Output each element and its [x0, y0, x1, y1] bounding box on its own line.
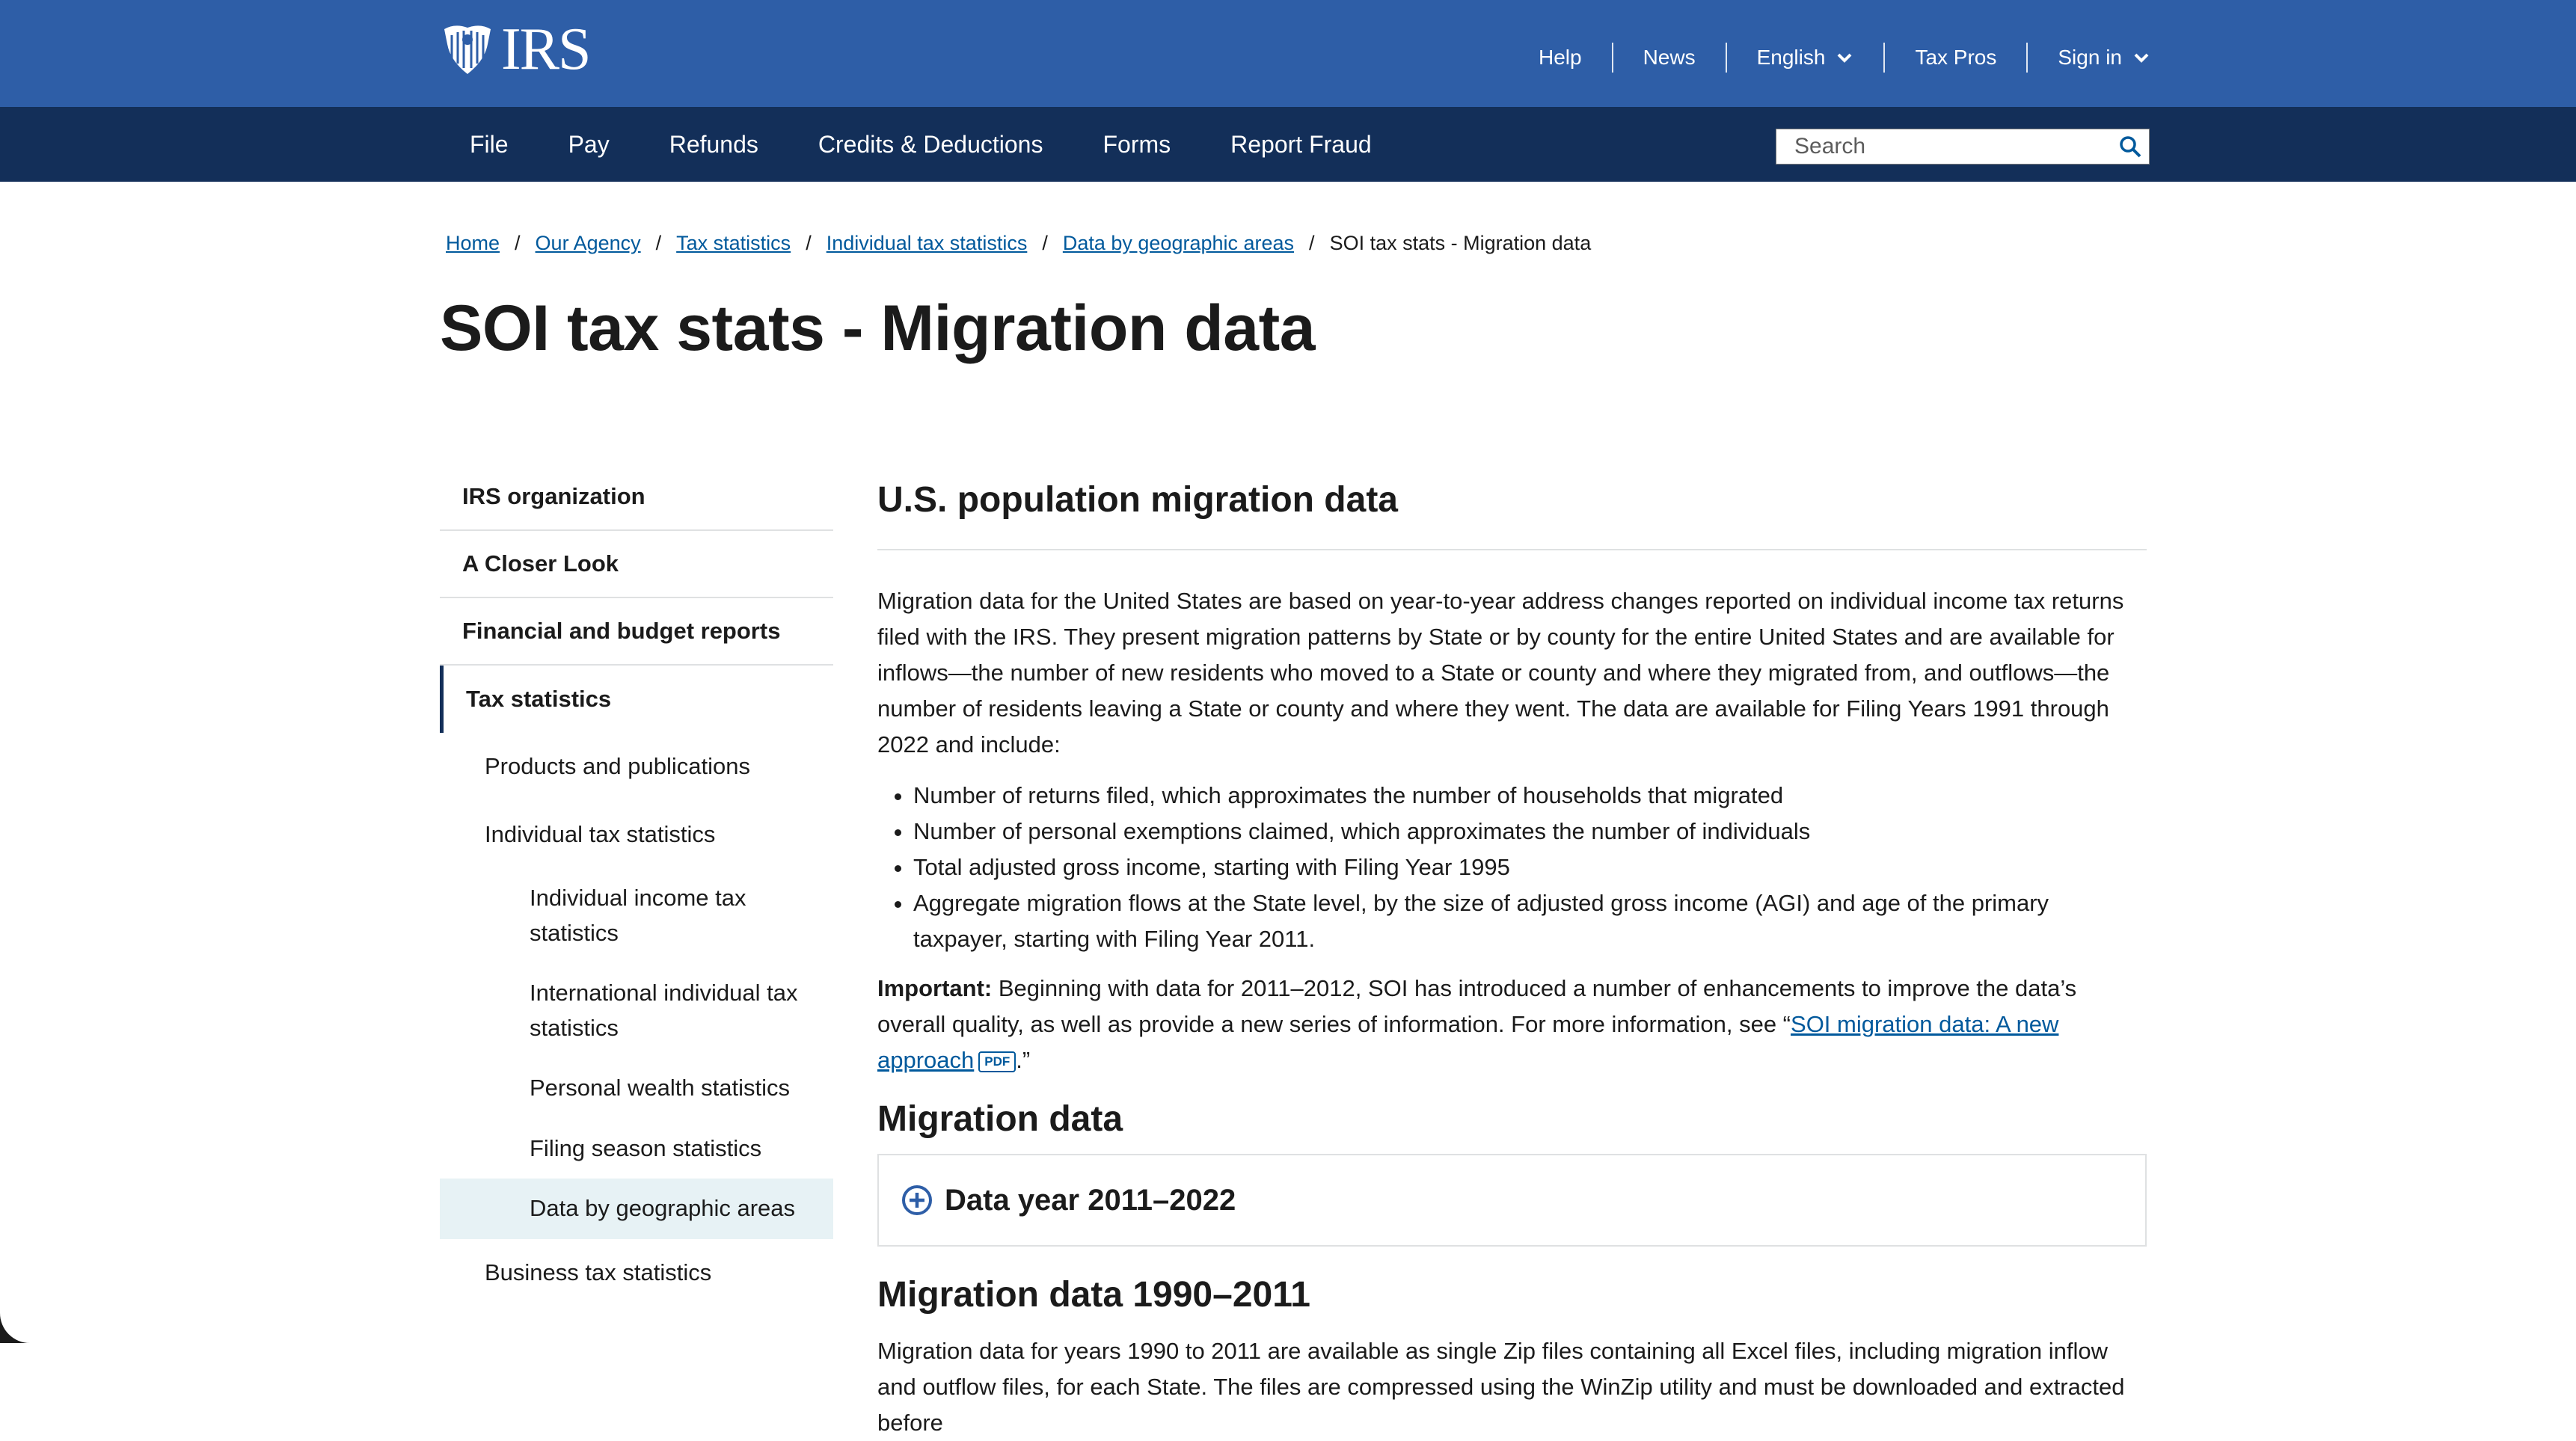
sidebar-item-international-individual-tax-statistics[interactable]: International individual tax statistics: [530, 980, 798, 1041]
top-utility-bar: [0, 0, 2576, 107]
list-item: • Number of returns filed, which approximates the number of households that migrated: [913, 778, 2147, 814]
logo-text: IRS: [501, 16, 590, 82]
breadcrumb-home[interactable]: Home: [446, 231, 500, 254]
breadcrumb-data-by-geographic-areas[interactable]: Data by geographic areas: [1062, 231, 1295, 254]
list-item: • Number of personal exemptions claimed, which approximates the number of individuals: [913, 814, 2147, 849]
search-box: [1776, 129, 2150, 165]
window-corner: [0, 1313, 30, 1343]
chevron-down-icon: [1836, 49, 1853, 67]
breadcrumb-current: SOI tax stats - Migration data: [1329, 231, 1592, 254]
divider: [1612, 43, 1613, 73]
sidebar-item-individual-income-tax-statistics[interactable]: Individual income tax statistics: [530, 885, 746, 946]
search-input[interactable]: [1776, 130, 2112, 163]
intro-paragraph: Migration data for the United States are based on year-to-year address changes reported on individual income tax returns filed with the IRS. They present migration patterns by State or by county for the entire United States and are available for inflows—the number of new residents who moved to a State or county and where they migrated from, and outflows—the number of residents leaving a State or county and where they went. The data are available for Filing Years 1991 through 2022 and include:: [877, 587, 2124, 758]
sidebar-nav: [440, 464, 833, 1306]
migration-data-1990-2011-heading: Migration data 1990–2011: [877, 1275, 1310, 1315]
language-label: English: [1756, 46, 1826, 69]
breadcrumb-individual-tax-statistics[interactable]: Individual tax statistics: [826, 231, 1028, 254]
sidebar-item-tax-statistics[interactable]: Tax statistics: [440, 666, 833, 733]
nav-forms[interactable]: Forms: [1103, 130, 1171, 158]
news-label: News: [1643, 46, 1696, 69]
breadcrumb-separator: /: [806, 231, 812, 254]
section-heading: U.S. population migration data: [877, 479, 2147, 550]
tax-pros-link[interactable]: [1885, 43, 2026, 73]
sidebar-item-personal-wealth-statistics[interactable]: Personal wealth statistics: [530, 1075, 791, 1101]
main-nav: [0, 107, 2576, 182]
sidebar-item-business-tax-statistics[interactable]: Business tax statistics: [485, 1259, 712, 1285]
breadcrumb: [446, 228, 1591, 258]
breadcrumb-tax-statistics[interactable]: Tax statistics: [676, 231, 791, 254]
important-end: .”: [1016, 1046, 1031, 1073]
sidebar-item-a-closer-look[interactable]: A Closer Look: [440, 531, 833, 598]
important-note: [877, 971, 2147, 1078]
tax-pros-label: Tax Pros: [1915, 46, 1997, 69]
divider: [1883, 43, 1885, 73]
sidebar-item-irs-organization[interactable]: IRS organization: [440, 464, 833, 531]
data-year-accordion[interactable]: [877, 1154, 2147, 1247]
nav-file[interactable]: File: [470, 130, 509, 158]
nav-pay[interactable]: Pay: [568, 130, 610, 158]
nav-credits-deductions[interactable]: Credits & Deductions: [818, 130, 1043, 158]
nav-report-fraud[interactable]: Report Fraud: [1230, 130, 1372, 158]
eagle-logo-icon: [440, 22, 495, 77]
sidebar-item-financial-budget-reports[interactable]: Financial and budget reports: [440, 598, 833, 666]
data-features-list: [877, 778, 2147, 957]
new-approach-link-text: SOI migration data: A new approach: [877, 1010, 2059, 1073]
list-item: • Aggregate migration flows at the State level, by the size of adjusted gross income (AGI) and age of the primary taxpayer, starting with Filing Year 2011.: [913, 885, 2147, 957]
breadcrumb-separator: /: [655, 231, 662, 254]
list-item: • Total adjusted gross income, starting with Filing Year 1995: [913, 849, 2147, 885]
page-title: SOI tax stats - Migration data: [440, 292, 1316, 364]
pdf-badge-icon: PDF: [978, 1051, 1016, 1072]
migration-old-paragraph: Migration data for years 1990 to 2011 are available as single Zip files containing all Excel files, including migration inflow and outflow files, for each State. The files are compressed using the WinZip utility and must be downloaded and extracted before: [877, 1337, 2125, 1436]
help-label: Help: [1538, 46, 1582, 69]
accordion-label: Data year 2011–2022: [945, 1183, 1236, 1217]
important-text: Beginning with data for 2011–2012, SOI has introduced a number of enhancements to improve the data’s overall quality, as well as provide a new series of information. For more information, see “: [877, 974, 2077, 1037]
breadcrumb-separator: /: [1309, 231, 1315, 254]
sidebar-item-products-publications[interactable]: Products and publications: [485, 753, 751, 779]
sign-in-label: Sign in: [2058, 46, 2122, 69]
news-link[interactable]: [1613, 43, 1726, 73]
sidebar-item-data-by-geographic-areas[interactable]: Data by geographic areas: [440, 1179, 833, 1239]
search-icon: [2119, 135, 2141, 158]
important-label: Important:: [877, 974, 993, 1001]
migration-data-heading: Migration data: [877, 1099, 1123, 1139]
plus-circle-icon: [901, 1185, 933, 1216]
breadcrumb-our-agency[interactable]: Our Agency: [535, 231, 641, 254]
utility-nav: [1509, 39, 2150, 76]
sidebar-item-filing-season-statistics[interactable]: Filing season statistics: [530, 1134, 762, 1161]
sign-in-dropdown[interactable]: [2028, 43, 2150, 73]
main-nav-items: [440, 107, 1402, 182]
search-button[interactable]: [2112, 129, 2149, 164]
sidebar-item-individual-tax-statistics[interactable]: Individual tax statistics: [485, 820, 716, 847]
language-dropdown[interactable]: [1727, 43, 1884, 73]
breadcrumb-separator: /: [1042, 231, 1048, 254]
nav-refunds[interactable]: Refunds: [669, 130, 758, 158]
breadcrumb-separator: /: [515, 231, 521, 254]
divider: [2026, 43, 2028, 73]
help-link[interactable]: [1509, 43, 1612, 73]
irs-logo[interactable]: [440, 16, 590, 82]
divider: [1726, 43, 1727, 73]
main-content: [877, 479, 2147, 1441]
chevron-down-icon: [2132, 49, 2150, 67]
